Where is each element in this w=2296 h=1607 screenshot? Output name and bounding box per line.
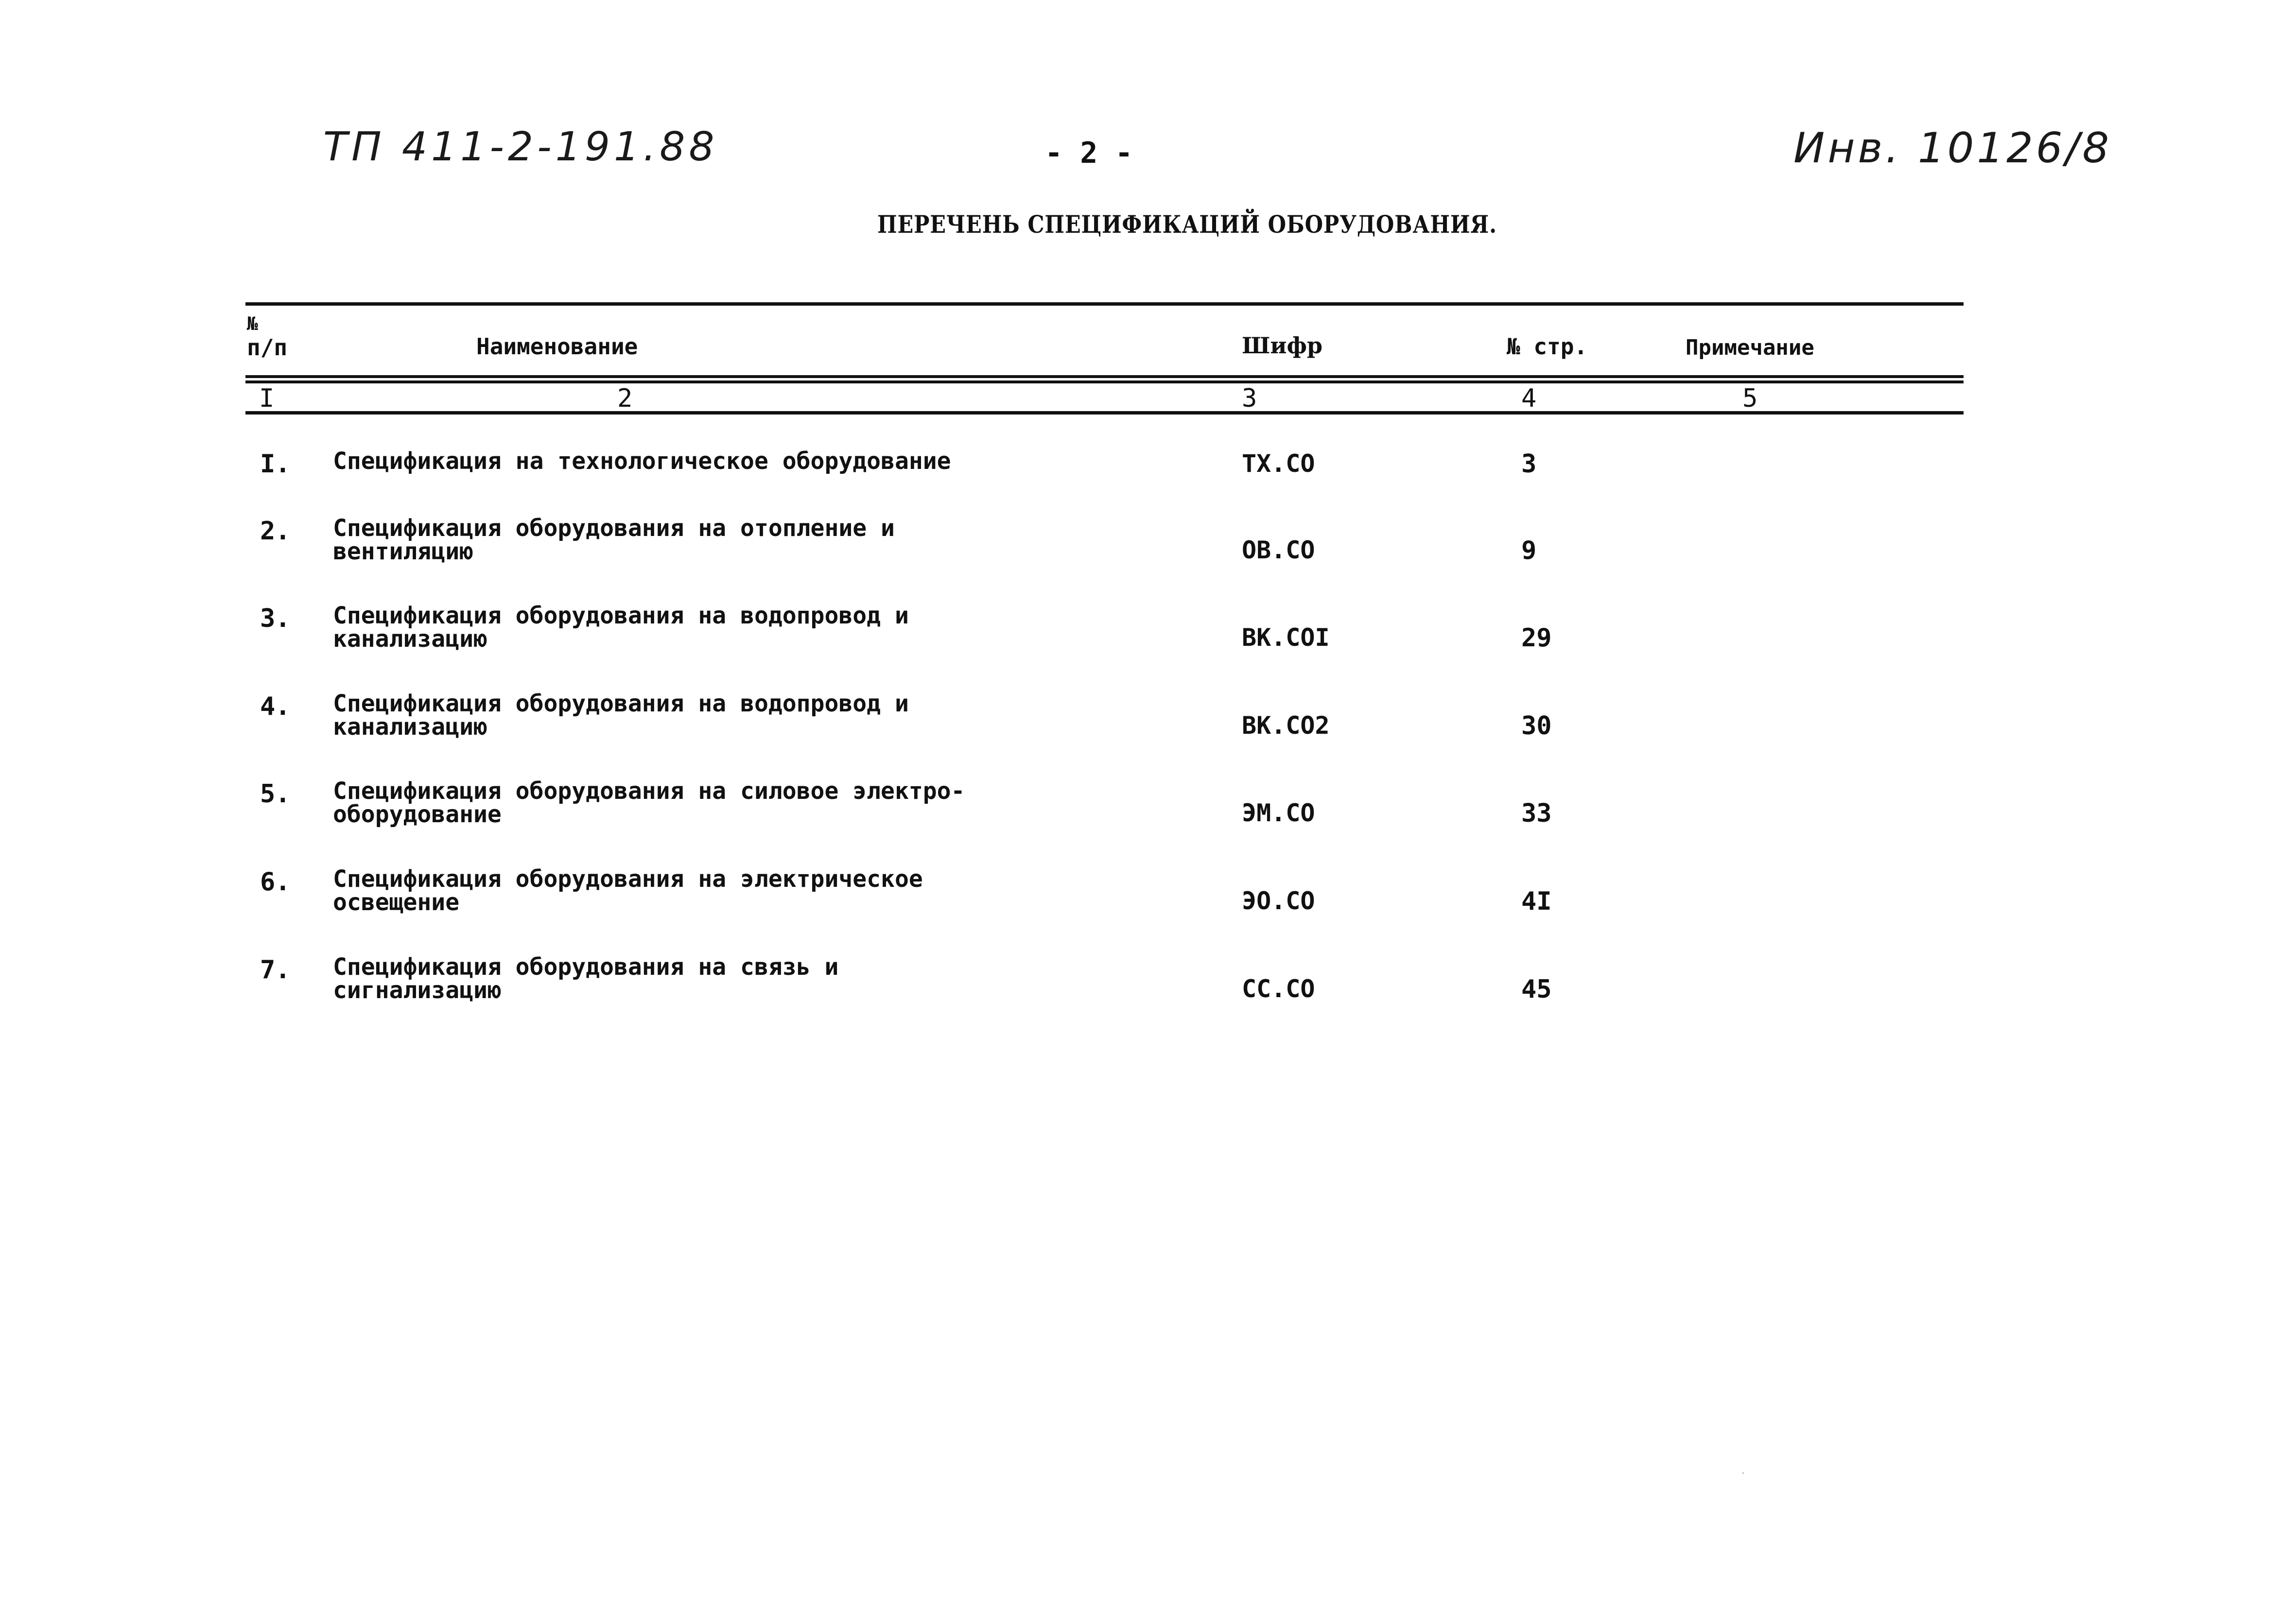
row-page: 9 [1521,536,1537,565]
row-number: 3. [260,604,291,633]
row-page: 4I [1521,887,1552,916]
row-page: 45 [1521,975,1552,1004]
row-number: I. [260,449,291,479]
row-number: 2. [260,517,291,546]
table-top-rule [245,302,1964,306]
row-number: 5. [260,779,291,809]
row-page: 3 [1521,449,1537,479]
row-name: Спецификация оборудования на связь и сигнализацию [333,953,839,1004]
table-row [0,517,2296,599]
header-note: Примечание [1686,335,1814,360]
row-code: ВК.СО2 [1242,711,1330,740]
column-number: 3 [1242,384,1257,413]
column-numbers-rule [245,411,1964,415]
header-num: п/п [247,334,288,361]
header-num-symbol: № [247,313,258,334]
row-name: Спецификация оборудования на электрическое освещение [333,865,923,916]
row-name: Спецификация оборудования на силовое электро-оборудование [333,778,965,828]
row-code: СС.СО [1242,975,1315,1003]
row-name: Спецификация оборудования на отопление и вентиляцию [333,515,895,565]
row-number: 7. [260,955,291,985]
row-page: 29 [1521,623,1552,653]
page-number: - 2 - [1045,136,1133,170]
column-number: 5 [1742,384,1758,413]
row-number: 6. [260,867,291,897]
table-row [0,604,2296,687]
table-row [0,692,2296,775]
row-code: ЭМ.СО [1242,799,1315,827]
column-number: 2 [617,384,633,413]
document-code: ТП 411-2-191.88 [323,124,718,170]
scan-speck [1742,1472,1744,1474]
row-name: Спецификация на технологическое оборудование [333,448,951,475]
row-code: ТХ.СО [1242,449,1315,478]
row-code: ЭО.СО [1242,887,1315,915]
row-name: Спецификация оборудования на водопровод и канализацию [333,690,909,741]
page-title: ПЕРЕЧЕНЬ СПЕЦИФИКАЦИЙ ОБОРУДОВАНИЯ. [877,210,1497,239]
row-page: 30 [1521,711,1552,741]
row-code: ОВ.СО [1242,536,1315,564]
inventory-number: Инв. 10126/8 [1793,124,2112,173]
column-number: 4 [1521,384,1537,413]
header-code: Шифр [1242,332,1323,359]
table-row [0,867,2296,950]
header-name: Наименование [476,333,638,360]
header-bottom-rule-2 [245,380,1964,383]
row-number: 4. [260,692,291,721]
table-row [0,955,2296,1038]
column-number: I [259,384,275,413]
header-bottom-rule [245,375,1964,378]
row-code: ВК.СОI [1242,623,1330,652]
table-row [0,779,2296,862]
header-page: № стр. [1507,333,1588,360]
row-page: 33 [1521,799,1552,828]
row-name: Спецификация оборудования на водопровод и канализацию [333,602,909,653]
